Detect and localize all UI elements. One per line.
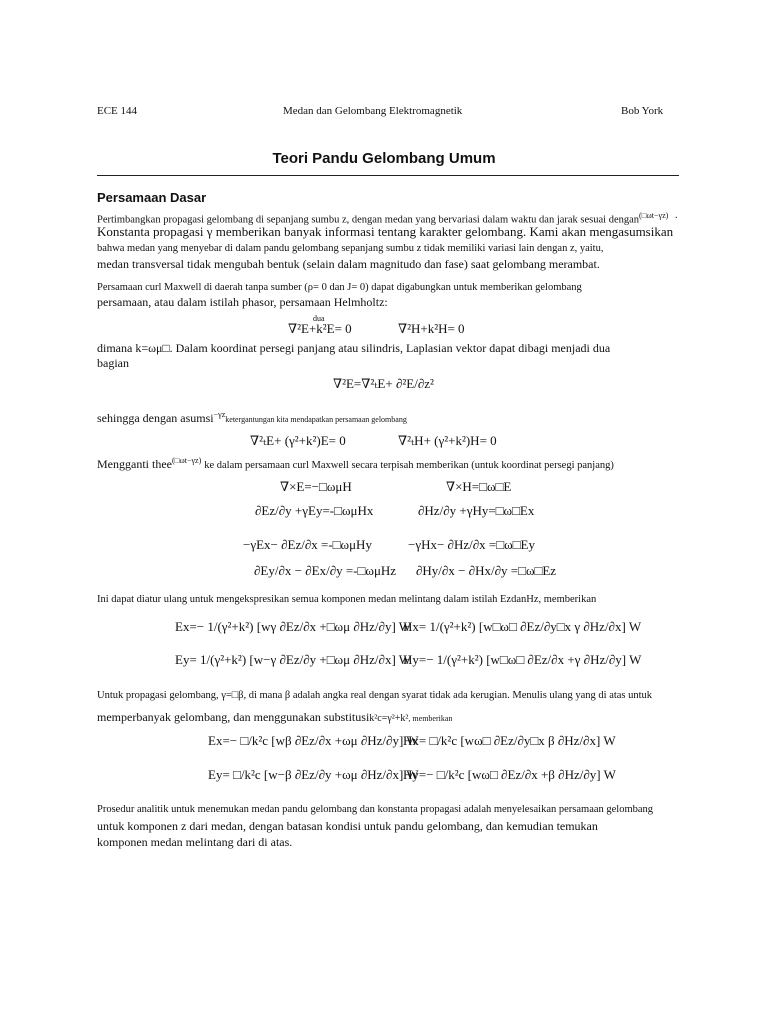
equation-component: ∂Ey/∂x − ∂Ex/∂y =-□ωμHz [254,563,397,578]
equation-transverse: Hx= 1/(γ²+k²) [w□ω□ ∂Ez/∂y□x γ ∂Hz/∂x] W [403,619,642,634]
equation-component: ∂Hy/∂x − ∂Hx/∂y =□ω□Ez [416,563,557,578]
equation-component: ∂Ez/∂y +γEy=-□ωμHx [255,503,374,518]
paragraph-line: Persamaan curl Maxwell di daerah tanpa sumber (ρ= 0 dan J= 0) dapat digabungkan untuk memberikan gelombang [97,282,582,293]
paragraph-line: sehingga dengan asumsi$^{-\gamma z}$ketergantungan kita mendapatkan persamaan gelombang [97,410,407,425]
equation-wave-e: ∇²ₜE+ (γ²+k²)E= 0 [250,433,346,448]
equation-component: −γHx− ∂Hz/∂x =□ω□Ey [408,537,535,552]
equation-transverse: Ex=− 1/(γ²+k²) [wγ ∂Ez/∂x +□ωμ ∂Hz/∂y] W [175,619,412,634]
equation-helmholtz-h: ∇²H+k²H= 0 [398,321,465,336]
paragraph-line: bahwa medan yang menyebar di dalam pandu gelombang sepanjang sumbu z tidak memiliki variasi lain dengan z, yaitu, [97,243,604,254]
header-author: Bob York [621,105,664,117]
paragraph-line: Pertimbangkan propagasi gelombang di sepanjang sumbu z, dengan medan yang bervariasi dalam waktu dan jarak sesuai dengan$^{(□\omega t-\gamma z)}$ . [97,210,678,226]
paragraph-line: memperbanyak gelombang, dan menggunakan substitusik²c=γ²+k², memberikan [97,710,453,724]
equation-propagating: Hy=− □/k²c [wω□ ∂Ez/∂x +β ∂Hz/∂y] W [403,767,616,782]
equation-transverse: Ey= 1/(γ²+k²) [w−γ ∂Ez/∂y +□ωμ ∂Hz/∂x] W [175,652,412,667]
header-course: ECE 144 [97,105,138,117]
paragraph-line: Prosedur analitik untuk menemukan medan pandu gelombang dan konstanta propagasi adalah menyelesaikan persamaan gelombang [97,804,654,815]
equation-wave-h: ∇²ₜH+ (γ²+k²)H= 0 [398,433,497,448]
paragraph-line: bagian [97,356,129,370]
paragraph-line: medan transversal tidak mengubah bentuk (selain dalam magnitudo dan fase) saat gelombang merambat. [97,257,600,271]
equation-laplacian: ∇²E=∇²ₜE+ ∂²E/∂z² [333,376,434,391]
paragraph-line: Untuk propagasi gelombang, γ=□β, di mana β adalah angka real dengan syarat tidak ada kerugian. Menulis ulang yang di atas untuk [97,690,653,701]
paragraph-line: persamaan, atau dalam istilah phasor, persamaan Helmholtz: [97,295,388,309]
paragraph-line: Ini dapat diatur ulang untuk mengekspresikan semua komponen medan melintang dalam istilah EzdanHz, memberikan [97,594,597,605]
equation-propagating: Ey= □/k²c [w−β ∂Ez/∂y +ωμ ∂Hz/∂x] W [208,767,419,782]
page-title: Teori Pandu Gelombang Umum [272,150,496,167]
equation-component: ∂Hz/∂y +γHy=□ω□Ex [418,503,535,518]
equation-transverse: Hy=− 1/(γ²+k²) [w□ω□ ∂Ez/∂x +γ ∂Hz/∂y] W [403,652,642,667]
equation-helmholtz-e: ∇²E+k²E= 0 [288,321,352,336]
equation-propagating: Ex=− □/k²c [wβ ∂Ez/∂x +ωμ ∂Hz/∂y] W [208,733,419,748]
title-rule [97,175,679,176]
equation-component: −γEx− ∂Ez/∂x =-□ωμHy [243,537,372,552]
paragraph-line: komponen medan melintang dari di atas. [97,835,293,849]
paragraph-line: Konstanta propagasi γ memberikan banyak informasi tentang karakter gelombang. Kami akan mengasumsikan [97,224,674,239]
equation-propagating: Hx= □/k²c [wω□ ∂Ez/∂y□x β ∂Hz/∂x] W [403,733,616,748]
paragraph-line: Mengganti thee$^{(□\omega t-\gamma z)}$ ke dalam persamaan curl Maxwell secara terpisah memberikan (untuk koordinat persegi panjang) [97,456,614,471]
equation-note: dua [313,314,325,323]
paragraph-line: dimana k=ωμ□. Dalam koordinat persegi panjang atau silindris, Laplasian vektor dapat dibagi menjadi dua [97,341,611,355]
equation-curl-h: ∇×H=□ω□E [446,479,512,494]
equation-curl-e: ∇×E=−□ωμH [280,479,352,494]
paragraph-line: untuk komponen z dari medan, dengan batasan kondisi untuk pandu gelombang, dan kemudian temukan [97,819,598,833]
section-heading: Persamaan Dasar [97,190,207,205]
header-subject: Medan dan Gelombang Elektromagnetik [283,105,463,117]
